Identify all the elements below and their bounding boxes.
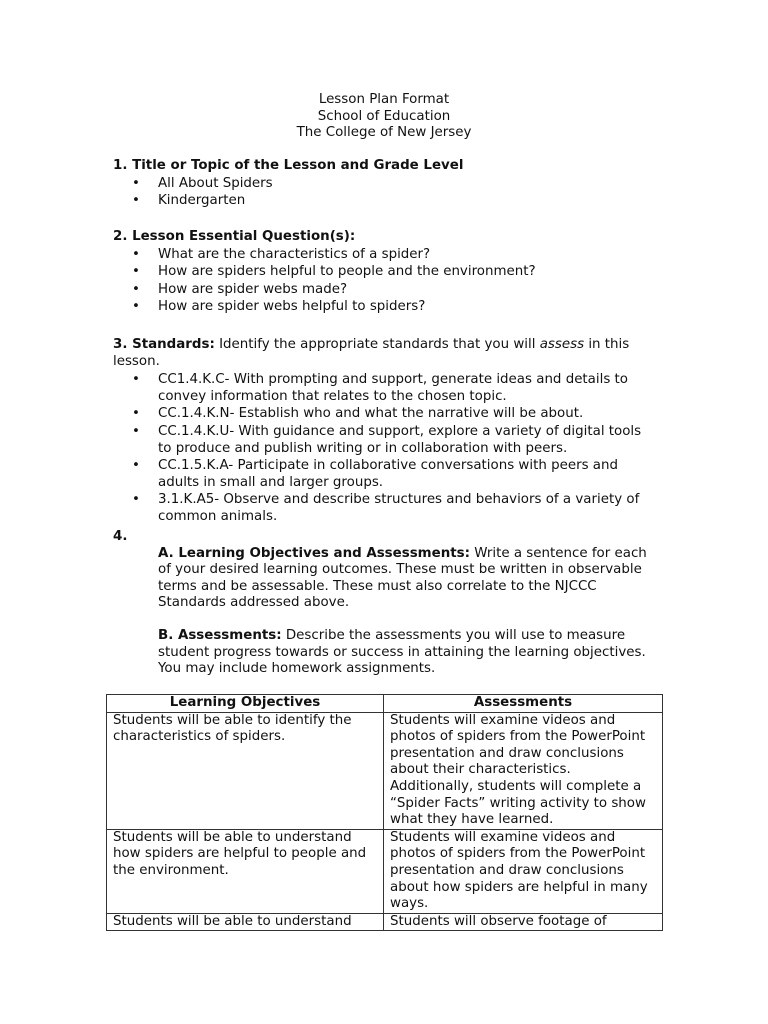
bullet-icon: • bbox=[132, 372, 140, 388]
list-item: • How are spider webs helpful to spiders? bbox=[132, 299, 426, 315]
section-3-list bbox=[113, 372, 653, 525]
column-header-objectives: Learning Objectives bbox=[107, 695, 384, 713]
bullet-icon: • bbox=[132, 264, 140, 280]
bullet-icon: • bbox=[132, 406, 140, 422]
section-4b-paragraph: B. Assessments: Describe the assessments you will use to measure student progress towards or success in attaining the learning objectives. You may include homework assignments. bbox=[158, 627, 646, 677]
header-college: The College of New Jersey bbox=[296, 125, 472, 141]
section-2-heading: 2. Lesson Essential Question(s): bbox=[113, 229, 356, 244]
section-4b-heading: B. Assessments: bbox=[158, 627, 282, 643]
section-4a-paragraph: A. Learning Objectives and Assessments: Write a sentence for each of your desired learning outcomes. These must be written in observable terms and be assessable. These must also correlate to the NJCCC Standards addressed above. bbox=[158, 545, 647, 611]
list-item: • CC.1.4.K.N- Establish who and what the narrative will be about. bbox=[132, 406, 584, 422]
assessment-cell: Students will examine videos and photos of spiders from the PowerPoint presentation and draw conclusions about their characteristics. Additionally, students will complete a “Spider Facts” writing activity to show what they have learned. bbox=[384, 712, 663, 829]
header-school: School of Education bbox=[317, 108, 451, 124]
table-row bbox=[107, 829, 663, 913]
section-1-heading: 1. Title or Topic of the Lesson and Grade Level bbox=[113, 158, 464, 173]
section-title-topic bbox=[113, 158, 653, 211]
list-item: • How are spiders helpful to people and the environment? bbox=[132, 264, 536, 280]
list-item: • CC1.4.K.C- With prompting and support, generate ideas and details to convey information that relates to the chosen topic. bbox=[132, 372, 628, 404]
section-objectives-assessments bbox=[113, 529, 653, 678]
list-item: • CC.1.5.K.A- Participate in collaborative conversations with peers and adults in small and larger groups. bbox=[132, 458, 618, 490]
document-header bbox=[0, 92, 768, 142]
bullet-icon: • bbox=[132, 423, 140, 439]
objective-cell: Students will be able to understand how spiders are helpful to people and the environment. bbox=[107, 829, 384, 913]
bullet-icon: • bbox=[132, 193, 140, 209]
bullet-icon: • bbox=[132, 281, 140, 297]
table-header-row bbox=[107, 695, 663, 713]
column-header-assessments: Assessments bbox=[384, 695, 663, 713]
section-1-list bbox=[113, 176, 653, 210]
section-essential-questions bbox=[113, 229, 653, 317]
table-row bbox=[107, 913, 663, 931]
bullet-icon: • bbox=[132, 458, 140, 474]
list-item: • Kindergarten bbox=[132, 193, 246, 209]
bullet-icon: • bbox=[132, 175, 140, 191]
list-item: • CC.1.4.K.U- With guidance and support, explore a variety of digital tools to produce and publish writing or in collaboration with peers. bbox=[132, 423, 642, 456]
section-4-number: 4. bbox=[113, 529, 128, 544]
assessment-cell: Students will observe footage of bbox=[384, 913, 663, 931]
section-4a-heading: A. Learning Objectives and Assessments: bbox=[158, 545, 470, 561]
objectives-assessments-table bbox=[106, 694, 663, 931]
bullet-icon: • bbox=[132, 299, 140, 315]
list-item: • 3.1.K.A5- Observe and describe structures and behaviors of a variety of common animals. bbox=[132, 492, 640, 524]
objective-cell: Students will be able to identify the characteristics of spiders. bbox=[107, 712, 384, 829]
list-item: • How are spider webs made? bbox=[132, 281, 348, 297]
objective-cell: Students will be able to understand bbox=[107, 913, 384, 931]
bullet-icon: • bbox=[132, 246, 140, 262]
table-row bbox=[107, 712, 663, 829]
bullet-icon: • bbox=[132, 492, 140, 508]
section-2-list bbox=[113, 247, 653, 316]
assessment-cell: Students will examine videos and photos of spiders from the PowerPoint presentation and draw conclusions about how spiders are helpful in many ways. bbox=[384, 829, 663, 913]
header-title: Lesson Plan Format bbox=[318, 92, 450, 107]
section-3-heading: 3. Standards: bbox=[113, 337, 215, 352]
list-item: • All About Spiders bbox=[132, 175, 273, 191]
section-standards bbox=[113, 337, 653, 527]
section-3-intro: 3. Standards: Identify the appropriate standards that you will assess in this lesson. bbox=[113, 337, 630, 369]
list-item: • What are the characteristics of a spider? bbox=[132, 246, 431, 262]
